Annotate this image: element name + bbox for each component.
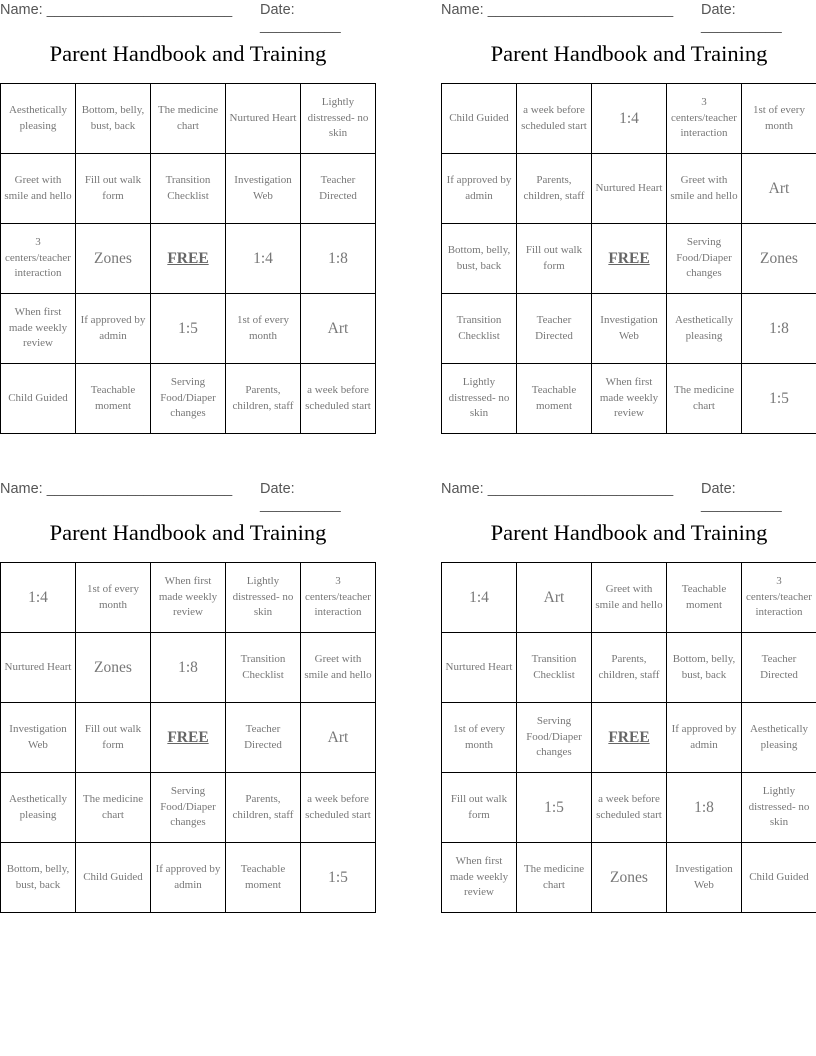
bingo-cell: Parents, children, staff <box>226 773 301 843</box>
card-title: Parent Handbook and Training <box>49 41 327 66</box>
bingo-cell: Teachable moment <box>667 563 742 633</box>
bingo-cell: Child Guided <box>1 364 76 434</box>
bingo-grid <box>441 562 816 913</box>
bingo-cell: Aesthetically pleasing <box>1 84 76 154</box>
bingo-cell: Child Guided <box>742 843 816 913</box>
bingo-cell: 1:5 <box>742 364 816 434</box>
bingo-cell: Teacher Directed <box>301 154 376 224</box>
bingo-cell: Investigation Web <box>226 154 301 224</box>
bingo-cell: Investigation Web <box>1 703 76 773</box>
card-title: Parent Handbook and Training <box>49 520 327 545</box>
card-title: Parent Handbook and Training <box>490 520 768 545</box>
bingo-cell: When first made weekly review <box>442 843 517 913</box>
bingo-cell: Zones <box>742 224 816 294</box>
bingo-cell: Greet with smile and hello <box>1 154 76 224</box>
bingo-cell: Parents, children, staff <box>517 154 592 224</box>
bingo-cell: Fill out walk form <box>76 154 151 224</box>
bingo-card-4 <box>441 479 816 919</box>
bingo-cell: If approved by admin <box>76 294 151 364</box>
bingo-cell: Transition Checklist <box>517 633 592 703</box>
bingo-cell: Transition Checklist <box>442 294 517 364</box>
bingo-cell: Lightly distressed- no skin <box>442 364 517 434</box>
bingo-cell: 3 centers/teacher interaction <box>1 224 76 294</box>
bingo-cell: The medicine chart <box>151 84 226 154</box>
bingo-cell: Serving Food/Diaper changes <box>151 773 226 843</box>
date-field[interactable]: Date: __________ <box>701 481 782 513</box>
free-space: FREE <box>151 703 226 773</box>
bingo-cell: Bottom, belly, bust, back <box>76 84 151 154</box>
bingo-cell: When first made weekly review <box>151 563 226 633</box>
bingo-cell: Greet with smile and hello <box>301 633 376 703</box>
bingo-cell: Bottom, belly, bust, back <box>442 224 517 294</box>
date-field[interactable]: Date: __________ <box>260 481 341 513</box>
bingo-cell: The medicine chart <box>667 364 742 434</box>
bingo-cell: 1:5 <box>517 773 592 843</box>
bingo-cell: 1:5 <box>301 843 376 913</box>
bingo-cell: Zones <box>76 224 151 294</box>
bingo-cell: Fill out walk form <box>517 224 592 294</box>
bingo-cell: The medicine chart <box>517 843 592 913</box>
bingo-cell: 3 centers/teacher interaction <box>301 563 376 633</box>
bingo-cell: Investigation Web <box>592 294 667 364</box>
bingo-cell: Serving Food/Diaper changes <box>517 703 592 773</box>
free-space: FREE <box>592 224 667 294</box>
bingo-cell: Aesthetically pleasing <box>742 703 816 773</box>
bingo-cell: Investigation Web <box>667 843 742 913</box>
name-date-line <box>441 481 816 513</box>
bingo-grid <box>0 83 376 434</box>
bingo-cell: Fill out walk form <box>442 773 517 843</box>
name-field[interactable]: Name: _______________________ <box>441 481 674 497</box>
bingo-cell: Transition Checklist <box>151 154 226 224</box>
bingo-cell: Art <box>742 154 816 224</box>
bingo-cell: Child Guided <box>442 84 517 154</box>
bingo-cell: 1:8 <box>151 633 226 703</box>
name-date-line <box>0 2 376 34</box>
bingo-cell: When first made weekly review <box>1 294 76 364</box>
date-field[interactable]: Date: __________ <box>701 2 782 34</box>
bingo-cell: a week before scheduled start <box>301 364 376 434</box>
name-field[interactable]: Name: _______________________ <box>0 2 233 18</box>
bingo-cell: 1st of every month <box>442 703 517 773</box>
bingo-cell: Teachable moment <box>76 364 151 434</box>
bingo-cell: Bottom, belly, bust, back <box>1 843 76 913</box>
bingo-cell: 1:8 <box>301 224 376 294</box>
bingo-cell: a week before scheduled start <box>301 773 376 843</box>
bingo-cell: Fill out walk form <box>76 703 151 773</box>
bingo-cell: 1:8 <box>742 294 816 364</box>
bingo-cell: The medicine chart <box>76 773 151 843</box>
bingo-cell: a week before scheduled start <box>592 773 667 843</box>
free-space: FREE <box>151 224 226 294</box>
bingo-cell: Art <box>517 563 592 633</box>
bingo-card-1 <box>0 0 376 440</box>
bingo-grid <box>0 562 376 913</box>
name-date-line <box>441 2 816 34</box>
bingo-cell: Parents, children, staff <box>226 364 301 434</box>
bingo-cell: Greet with smile and hello <box>667 154 742 224</box>
bingo-cell: If approved by admin <box>667 703 742 773</box>
bingo-card-3 <box>0 479 376 919</box>
bingo-cell: Nurtured Heart <box>592 154 667 224</box>
bingo-cell: Aesthetically pleasing <box>667 294 742 364</box>
bingo-cell: Serving Food/Diaper changes <box>667 224 742 294</box>
bingo-cell: Teacher Directed <box>226 703 301 773</box>
bingo-cell: Bottom, belly, bust, back <box>667 633 742 703</box>
bingo-cell: Teacher Directed <box>742 633 816 703</box>
card-title: Parent Handbook and Training <box>490 41 768 66</box>
bingo-cell: 1:4 <box>226 224 301 294</box>
bingo-cell: Parents, children, staff <box>592 633 667 703</box>
bingo-cell: If approved by admin <box>151 843 226 913</box>
bingo-cell: When first made weekly review <box>592 364 667 434</box>
bingo-cell: Art <box>301 703 376 773</box>
bingo-cell: If approved by admin <box>442 154 517 224</box>
bingo-cell: 1:8 <box>667 773 742 843</box>
bingo-cell: Lightly distressed- no skin <box>301 84 376 154</box>
bingo-cell: 1st of every month <box>742 84 816 154</box>
bingo-cell: Nurtured Heart <box>226 84 301 154</box>
free-space: FREE <box>592 703 667 773</box>
bingo-card-2 <box>441 0 816 440</box>
bingo-cell: Serving Food/Diaper changes <box>151 364 226 434</box>
bingo-cell: 1st of every month <box>76 563 151 633</box>
bingo-cell: Transition Checklist <box>226 633 301 703</box>
date-field[interactable]: Date: __________ <box>260 2 341 34</box>
bingo-cell: 1:4 <box>1 563 76 633</box>
bingo-cell: a week before scheduled start <box>517 84 592 154</box>
bingo-cell: Nurtured Heart <box>1 633 76 703</box>
name-field[interactable]: Name: _______________________ <box>441 2 674 18</box>
bingo-cell: 1st of every month <box>226 294 301 364</box>
bingo-cell: Zones <box>76 633 151 703</box>
bingo-cell: 1:4 <box>442 563 517 633</box>
bingo-cell: Teacher Directed <box>517 294 592 364</box>
bingo-cell: Teachable moment <box>226 843 301 913</box>
bingo-cell: Lightly distressed- no skin <box>226 563 301 633</box>
bingo-cell: Nurtured Heart <box>442 633 517 703</box>
name-date-line <box>0 481 376 513</box>
name-field[interactable]: Name: _______________________ <box>0 481 233 497</box>
bingo-cell: 1:5 <box>151 294 226 364</box>
bingo-cell: 1:4 <box>592 84 667 154</box>
bingo-cell: Art <box>301 294 376 364</box>
bingo-cell: 3 centers/teacher interaction <box>667 84 742 154</box>
bingo-cell: Lightly distressed- no skin <box>742 773 816 843</box>
bingo-cell: 3 centers/teacher interaction <box>742 563 816 633</box>
bingo-cell: Greet with smile and hello <box>592 563 667 633</box>
bingo-grid <box>441 83 816 434</box>
bingo-cell: Aesthetically pleasing <box>1 773 76 843</box>
bingo-cell: Child Guided <box>76 843 151 913</box>
bingo-cell: Teachable moment <box>517 364 592 434</box>
bingo-cell: Zones <box>592 843 667 913</box>
